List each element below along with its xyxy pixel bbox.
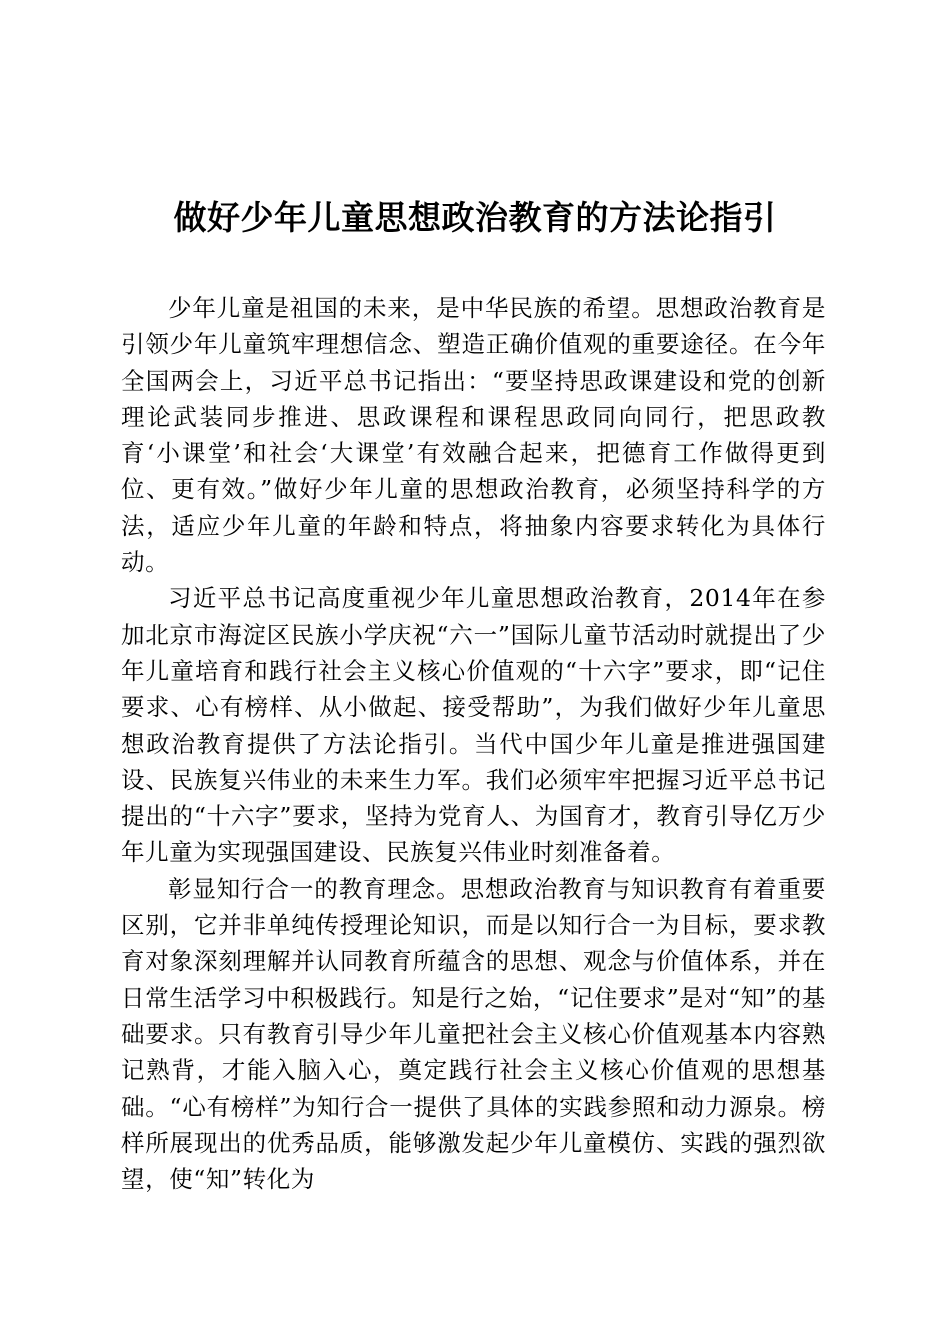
paragraph-3: 彰显知行合一的教育理念。思想政治教育与知识教育有着重要区别，它并非单纯传授理论知识，而是以知行合一为目标，要求教育对象深刻理解并认同教育所蕴含的思想、观念与价值体系，并在日常生活学习中积极践行。知是行之始，“记住要求”是对“知”的基础要求。只有教育引导少年儿童把社会主义核心价值观基本内容熟记熟背，才能入脑入心，奠定践行社会主义核心价值观的思想基础。“心有榜样”为知行合一提供了具体的实践参照和动力源泉。榜样所展现出的优秀品质，能够激发起少年儿童模仿、实践的强烈欲望，使“知”转化为 (121, 874, 826, 1194)
paragraph-2: 习近平总书记高度重视少年儿童思想政治教育，2014年在参加北京市海淀区民族小学庆祝“六一”国际儿童节活动时就提出了少年儿童培育和践行社会主义核心价值观的“十六字”要求，即“记住要求、心有榜样、从小做起、接受帮助”，为我们做好少年儿童思想政治教育提供了方法论指引。当代中国少年儿童是推进强国建设、民族复兴伟业的未来生力军。我们必须牢牢把握习近平总书记提出的“十六字”要求，坚持为党育人、为国育才，教育引导亿万少年儿童为实现强国建设、民族复兴伟业时刻准备着。 (121, 584, 826, 867)
document-title: 做好少年儿童思想政治教育的方法论指引 (173, 198, 777, 237)
paragraph-1: 少年儿童是祖国的未来，是中华民族的希望。思想政治教育是引领少年儿童筑牢理想信念、塑造正确价值观的重要途径。在今年全国两会上，习近平总书记指出：“要坚持思政课建设和党的创新理论武装同步推进、思政课程和课程思政同向同行，把思政教育‘小课堂’和社会‘大课堂’有效融合起来，把德育工作做得更到位、更有效。”做好少年儿童的思想政治教育，必须坚持科学的方法，适应少年儿童的年龄和特点，将抽象内容要求转化为具体行动。 (121, 294, 826, 577)
document-body (121, 290, 826, 1197)
